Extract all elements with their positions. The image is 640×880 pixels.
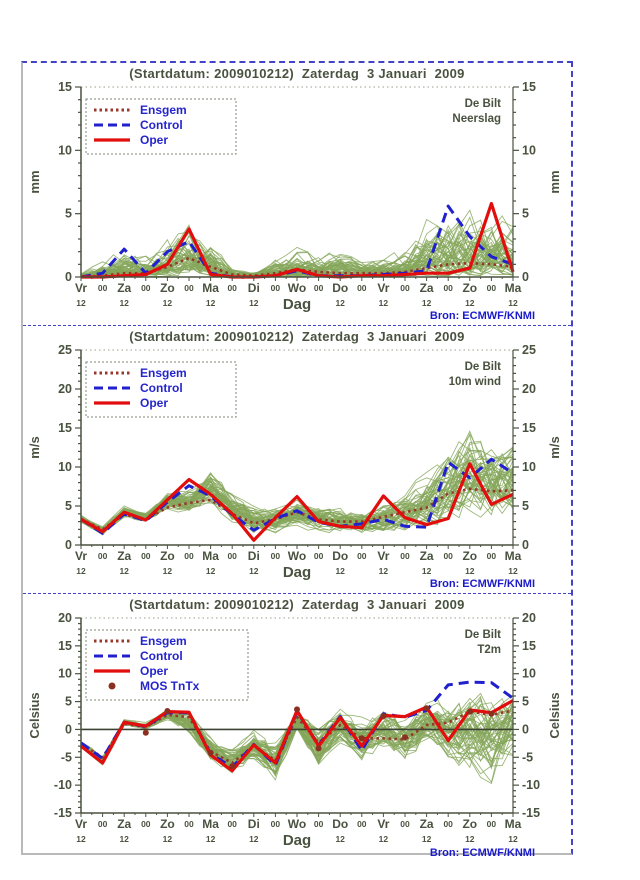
svg-text:00: 00 xyxy=(486,819,497,829)
svg-text:5: 5 xyxy=(65,694,72,709)
panel-t2m xyxy=(23,597,571,862)
svg-text:12: 12 xyxy=(508,566,518,576)
svg-text:12: 12 xyxy=(162,298,173,308)
svg-text:Zo: Zo xyxy=(462,549,478,563)
svg-text:00: 00 xyxy=(400,283,410,293)
svg-text:-5: -5 xyxy=(522,750,534,765)
svg-text:Ensgem: Ensgem xyxy=(140,634,187,648)
svg-text:Do: Do xyxy=(332,281,349,295)
svg-text:12: 12 xyxy=(421,298,432,308)
svg-text:15: 15 xyxy=(58,638,72,653)
panel-title-wind: (Startdatum: 2009010212) Zaterdag 3 Januari 2009 xyxy=(129,329,465,344)
svg-text:Vr: Vr xyxy=(74,549,88,563)
svg-text:Oper: Oper xyxy=(140,133,169,147)
svg-text:5: 5 xyxy=(65,206,72,221)
svg-text:Zo: Zo xyxy=(462,281,478,295)
svg-text:15: 15 xyxy=(522,81,536,94)
svg-text:0: 0 xyxy=(522,270,529,284)
svg-text:Ma: Ma xyxy=(202,549,219,563)
svg-text:Vr: Vr xyxy=(377,549,390,563)
svg-text:12: 12 xyxy=(421,566,432,576)
svg-text:12: 12 xyxy=(76,298,86,308)
svg-text:Di: Di xyxy=(247,281,260,295)
svg-text:5: 5 xyxy=(522,499,529,513)
svg-text:00: 00 xyxy=(184,819,194,829)
svg-text:Di: Di xyxy=(247,549,260,563)
svg-text:0: 0 xyxy=(65,270,72,284)
svg-text:12: 12 xyxy=(335,298,345,308)
svg-text:Vr: Vr xyxy=(377,281,390,295)
svg-text:Celsius: Celsius xyxy=(27,692,42,739)
svg-text:00: 00 xyxy=(443,819,453,829)
svg-text:12: 12 xyxy=(465,566,475,576)
svg-text:Zo: Zo xyxy=(160,281,175,295)
svg-text:5: 5 xyxy=(522,206,529,221)
svg-text:De Bilt: De Bilt xyxy=(464,629,501,641)
svg-text:5: 5 xyxy=(65,499,72,513)
panel-title-t2m: (Startdatum: 2009010212) Zaterdag 3 Januari 2009 xyxy=(129,597,465,612)
svg-text:Wo: Wo xyxy=(287,281,307,295)
svg-text:10m wind: 10m wind xyxy=(448,376,501,388)
svg-text:Vr: Vr xyxy=(377,817,390,831)
svg-text:00: 00 xyxy=(357,819,367,829)
svg-text:12: 12 xyxy=(508,298,518,308)
svg-text:12: 12 xyxy=(249,834,259,844)
svg-text:MOS TnTx: MOS TnTx xyxy=(140,679,200,693)
chart-wind xyxy=(23,344,571,585)
svg-text:Ma: Ma xyxy=(504,281,522,295)
svg-text:12: 12 xyxy=(378,834,389,844)
svg-text:Zo: Zo xyxy=(160,817,175,831)
svg-text:00: 00 xyxy=(443,551,453,561)
svg-text:10: 10 xyxy=(58,143,72,158)
svg-text:Ensgem: Ensgem xyxy=(140,366,187,380)
svg-text:12: 12 xyxy=(76,834,86,844)
svg-text:10: 10 xyxy=(522,143,536,158)
svg-text:12: 12 xyxy=(465,834,475,844)
svg-text:12: 12 xyxy=(508,834,518,844)
source-credit: Bron: ECMWF/KNMI xyxy=(429,578,535,590)
svg-text:5: 5 xyxy=(522,694,529,709)
svg-text:00: 00 xyxy=(313,819,324,829)
svg-text:Vr: Vr xyxy=(74,281,88,295)
svg-text:Control: Control xyxy=(140,381,183,395)
svg-text:m/s: m/s xyxy=(27,436,42,459)
svg-text:Za: Za xyxy=(117,549,132,563)
svg-text:De Bilt: De Bilt xyxy=(464,361,501,373)
svg-text:12: 12 xyxy=(119,834,129,844)
panel-title-neerslag: (Startdatum: 2009010212) Zaterdag 3 Januari 2009 xyxy=(129,66,465,81)
svg-text:15: 15 xyxy=(58,81,72,94)
svg-text:00: 00 xyxy=(357,551,367,561)
svg-text:15: 15 xyxy=(522,638,536,653)
svg-text:12: 12 xyxy=(378,566,389,576)
svg-text:10: 10 xyxy=(58,666,72,681)
svg-text:00: 00 xyxy=(400,551,410,561)
svg-text:00: 00 xyxy=(270,551,281,561)
plot-frame xyxy=(21,61,573,859)
svg-text:Za: Za xyxy=(419,281,434,295)
svg-text:Ensgem: Ensgem xyxy=(140,103,187,117)
svg-text:00: 00 xyxy=(184,283,194,293)
svg-text:00: 00 xyxy=(270,819,281,829)
svg-text:mm: mm xyxy=(547,170,562,194)
svg-text:00: 00 xyxy=(486,283,497,293)
svg-text:20: 20 xyxy=(58,382,72,396)
svg-text:00: 00 xyxy=(313,283,324,293)
svg-text:00: 00 xyxy=(97,283,108,293)
svg-text:-10: -10 xyxy=(522,778,541,793)
svg-text:Dag: Dag xyxy=(282,832,312,849)
svg-text:m/s: m/s xyxy=(547,436,562,459)
svg-text:Celsius: Celsius xyxy=(547,692,562,739)
svg-text:00: 00 xyxy=(313,551,324,561)
svg-text:Za: Za xyxy=(419,549,434,563)
svg-text:Vr: Vr xyxy=(74,817,88,831)
svg-text:Ma: Ma xyxy=(202,281,219,295)
svg-text:-15: -15 xyxy=(522,806,541,820)
svg-text:00: 00 xyxy=(227,283,237,293)
svg-text:Dag: Dag xyxy=(282,564,312,581)
svg-text:00: 00 xyxy=(141,551,151,561)
svg-text:00: 00 xyxy=(141,819,151,829)
panel-10m-wind xyxy=(23,329,571,594)
svg-text:-10: -10 xyxy=(53,778,72,793)
svg-text:De Bilt: De Bilt xyxy=(464,98,501,110)
svg-text:Neerslag: Neerslag xyxy=(452,113,501,125)
svg-text:12: 12 xyxy=(119,566,129,576)
svg-text:Di: Di xyxy=(247,817,260,831)
chart-neerslag xyxy=(23,81,571,317)
svg-text:Oper: Oper xyxy=(140,664,169,678)
source-credit: Bron: ECMWF/KNMI xyxy=(429,310,535,322)
svg-text:mm: mm xyxy=(27,170,42,194)
svg-text:12: 12 xyxy=(76,566,86,576)
svg-text:12: 12 xyxy=(421,834,432,844)
svg-text:25: 25 xyxy=(58,344,72,357)
svg-text:Do: Do xyxy=(332,817,349,831)
chart-t2m xyxy=(23,612,571,853)
svg-text:0: 0 xyxy=(65,722,72,737)
svg-text:15: 15 xyxy=(58,421,72,435)
svg-text:12: 12 xyxy=(119,298,129,308)
svg-text:-5: -5 xyxy=(60,750,72,765)
svg-text:Za: Za xyxy=(117,817,132,831)
svg-text:Control: Control xyxy=(140,649,183,663)
svg-text:25: 25 xyxy=(522,344,536,357)
svg-text:Dag: Dag xyxy=(282,296,312,313)
svg-text:Wo: Wo xyxy=(287,549,307,563)
svg-text:12: 12 xyxy=(465,298,475,308)
svg-text:00: 00 xyxy=(270,283,281,293)
svg-text:12: 12 xyxy=(162,566,173,576)
svg-text:10: 10 xyxy=(58,460,72,474)
svg-text:Zo: Zo xyxy=(160,549,175,563)
svg-text:20: 20 xyxy=(522,612,536,625)
svg-text:Wo: Wo xyxy=(287,817,307,831)
svg-text:12: 12 xyxy=(205,298,216,308)
svg-text:20: 20 xyxy=(522,382,536,396)
svg-text:00: 00 xyxy=(97,551,108,561)
svg-text:00: 00 xyxy=(97,819,108,829)
svg-text:12: 12 xyxy=(205,834,216,844)
svg-text:15: 15 xyxy=(522,421,536,435)
svg-text:00: 00 xyxy=(141,283,151,293)
panel-neerslag xyxy=(23,66,571,326)
svg-text:00: 00 xyxy=(400,819,410,829)
svg-text:12: 12 xyxy=(205,566,216,576)
svg-text:Za: Za xyxy=(117,281,132,295)
svg-text:12: 12 xyxy=(249,566,259,576)
svg-text:00: 00 xyxy=(184,551,194,561)
svg-text:12: 12 xyxy=(335,834,345,844)
svg-text:12: 12 xyxy=(378,298,389,308)
svg-text:0: 0 xyxy=(522,538,529,552)
svg-text:00: 00 xyxy=(227,819,237,829)
svg-text:Do: Do xyxy=(332,549,349,563)
svg-text:Za: Za xyxy=(419,817,434,831)
svg-text:12: 12 xyxy=(335,566,345,576)
source-credit: Bron: ECMWF/KNMI xyxy=(429,847,535,859)
svg-text:Ma: Ma xyxy=(504,549,522,563)
svg-text:Control: Control xyxy=(140,118,183,132)
svg-text:12: 12 xyxy=(162,834,173,844)
svg-text:T2m: T2m xyxy=(477,644,501,656)
svg-text:Zo: Zo xyxy=(462,817,478,831)
svg-text:0: 0 xyxy=(522,722,529,737)
svg-text:20: 20 xyxy=(58,612,72,625)
svg-text:00: 00 xyxy=(227,551,237,561)
svg-text:00: 00 xyxy=(357,283,367,293)
svg-text:12: 12 xyxy=(249,298,259,308)
svg-text:10: 10 xyxy=(522,666,536,681)
svg-text:00: 00 xyxy=(486,551,497,561)
svg-text:-15: -15 xyxy=(53,806,72,820)
svg-text:0: 0 xyxy=(65,538,72,552)
svg-text:00: 00 xyxy=(443,283,453,293)
svg-text:Oper: Oper xyxy=(140,396,169,410)
svg-text:10: 10 xyxy=(522,460,536,474)
svg-text:Ma: Ma xyxy=(504,817,522,831)
svg-text:Ma: Ma xyxy=(202,817,219,831)
